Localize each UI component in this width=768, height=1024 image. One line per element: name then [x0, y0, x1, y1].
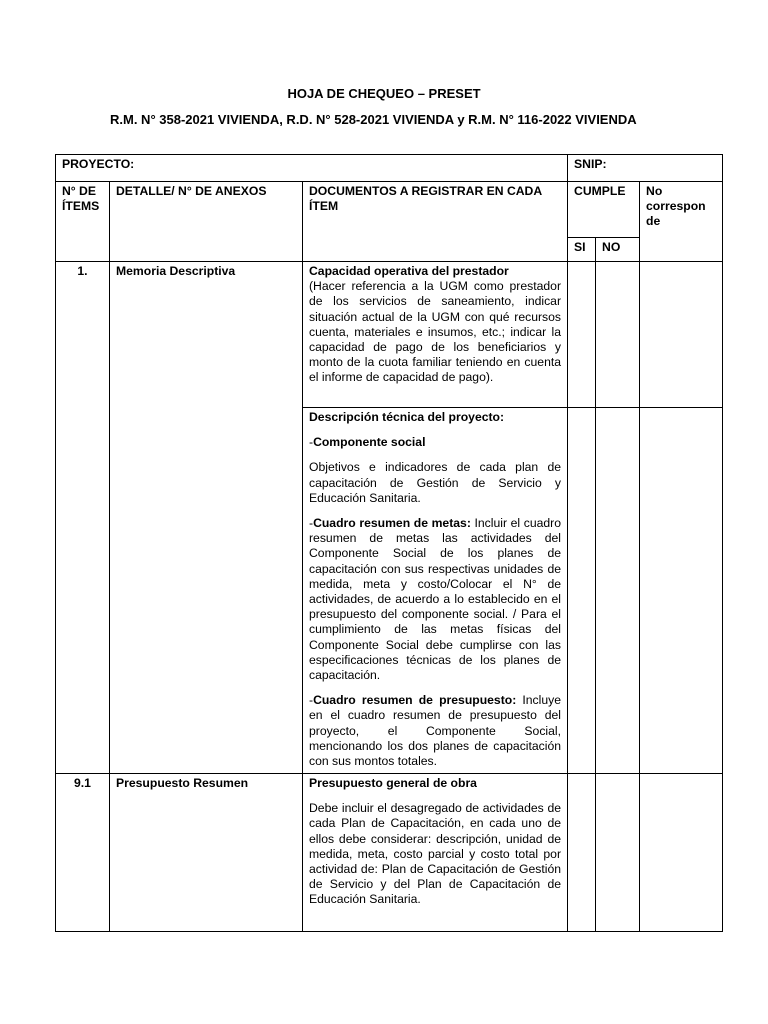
document-title: HOJA DE CHEQUEO – PRESET: [287, 86, 481, 101]
cuadro-metas-paragraph: [309, 516, 561, 683]
col-header-si: SI: [568, 238, 596, 262]
row-item-number: 1.: [56, 262, 110, 774]
table-row: [56, 774, 723, 932]
proyecto-label: PROYECTO:: [56, 155, 568, 182]
capacidad-heading: Capacidad operativa del prestador: [309, 264, 509, 278]
descripcion-heading: Descripción técnica del proyecto:: [309, 410, 505, 424]
dash-prefix: -: [309, 516, 314, 531]
cumple-no-cell[interactable]: [596, 262, 640, 408]
col-header-no-corresponde: No correspon de: [640, 182, 723, 262]
col-header-no: NO: [596, 238, 640, 262]
header-row: [56, 182, 723, 238]
cuadro-presupuesto-label: Cuadro resumen de presupuesto:: [313, 693, 517, 708]
col-header-documentos: DOCUMENTOS A REGISTRAR EN CADA ÍTEM: [303, 182, 568, 262]
capacidad-text: (Hacer referencia a la UGM como prestador de los servicios de saneamiento, indicar situación actual de la UGM con qué recursos cuenta, materiales e insumos, etc.; indicar la capacidad de pago de los beneficiarios y monto de la cuota familiar teniendo en cuenta el informe de capacidad de pago).: [309, 279, 562, 385]
col-header-items: N° DE ÍTEMS: [56, 182, 110, 262]
col-header-cumple: CUMPLE: [568, 182, 640, 238]
cumple-no-cell[interactable]: [596, 408, 640, 774]
no-corresponde-cell[interactable]: [640, 408, 723, 774]
dash-prefix: -: [309, 693, 314, 708]
cumple-si-cell[interactable]: [568, 408, 596, 774]
cumple-no-cell[interactable]: [596, 774, 640, 932]
row-documento-descripcion: [303, 408, 568, 774]
cumple-si-cell[interactable]: [568, 774, 596, 932]
checklist-table: [55, 154, 723, 932]
cuadro-presupuesto-paragraph: [309, 693, 561, 769]
componente-social-text: Objetivos e indicadores de cada plan de capacitación de Gestión de Servicio y Educación Sanitaria.: [309, 460, 562, 505]
document-subtitle: R.M. N° 358-2021 VIVIENDA, R.D. N° 528-2021 VIVIENDA y R.M. N° 116-2022 VIVIENDA: [110, 112, 637, 127]
componente-social-label: Componente social: [313, 435, 426, 450]
cumple-si-cell[interactable]: [568, 262, 596, 408]
cuadro-metas-label: Cuadro resumen de metas:: [313, 516, 471, 531]
table-row: [56, 262, 723, 408]
no-corresponde-cell[interactable]: [640, 262, 723, 408]
cuadro-presupuesto-text: Incluye en el cuadro resumen de presupuesto del proyecto, el Componente Social, mencionando los dos planes de capacitación con sus montos totales.: [309, 693, 562, 769]
proyecto-row: [56, 155, 723, 182]
col-header-detalle: DETALLE/ N° DE ANEXOS: [110, 182, 303, 262]
snip-label: SNIP:: [568, 155, 723, 182]
row-detalle: Presupuesto Resumen: [110, 774, 303, 932]
cuadro-metas-text: Incluir el cuadro resumen de metas las actividades del Componente Social de los planes de capacitación con sus respectivas unidades de medida, meta y costo/Colocar el N° de actividades, de acuerdo a lo establecido en el presupuesto del componente social. / Para el cumplimiento de las metas físicas del Componente Social debe cumplirse con las especificaciones técnicas de los planes de capacitación.: [309, 516, 562, 683]
componente-social-heading: [309, 435, 561, 450]
dash-prefix: -: [309, 435, 314, 450]
row-item-number: 9.1: [56, 774, 110, 932]
row-documento-presupuesto: [303, 774, 568, 932]
row-detalle: Memoria Descriptiva: [110, 262, 303, 774]
row-documento-capacidad: [303, 262, 568, 408]
presupuesto-text: Debe incluir el desagregado de actividades de cada Plan de Capacitación, en cada uno de ellos debe considerar: descripción, unidad de medida, meta, costo parcial y costo total por actividad de: Plan de Capacitación de Gestión de Servicio y del Plan de Capacitación de Educación Sanitaria.: [309, 801, 562, 907]
no-corresponde-cell[interactable]: [640, 774, 723, 932]
presupuesto-heading: Presupuesto general de obra: [309, 776, 477, 790]
